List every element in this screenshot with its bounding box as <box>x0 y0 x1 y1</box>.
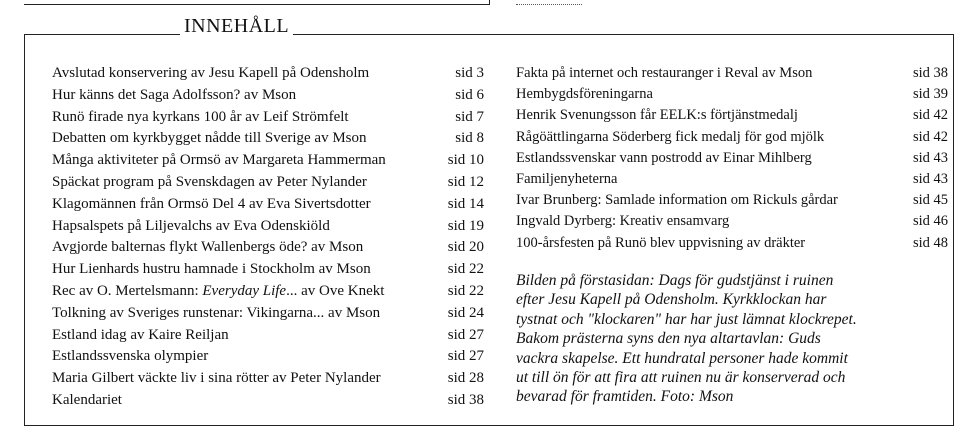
toc-entry <box>516 84 948 105</box>
toc-title: Debatten om kyrkbygget nådde till Sverige av Mson <box>52 130 367 147</box>
toc-title: Avgjorde balternas flykt Wallenbergs öde? av Mson <box>52 239 364 256</box>
toc-entry <box>52 259 484 281</box>
toc-entry <box>52 368 484 390</box>
toc-page: sid 42 <box>912 128 948 145</box>
contents-list-left <box>52 63 484 412</box>
caption-line: vackra skapelse. Ett hundratal personer hade kommit <box>516 349 848 367</box>
toc-page: sid 48 <box>912 234 948 251</box>
toc-page: sid 20 <box>447 239 484 256</box>
toc-entry <box>52 303 484 325</box>
top-border-corner <box>489 0 490 5</box>
toc-entry <box>52 128 484 150</box>
toc-title: Hembygdsföreningarna <box>516 86 653 103</box>
toc-page: sid 42 <box>912 107 948 124</box>
toc-title-post: ... av Ove Knekt <box>286 282 385 299</box>
cover-photo-caption <box>516 271 946 407</box>
toc-page: sid 3 <box>455 65 484 81</box>
toc-page: sid 7 <box>455 108 484 125</box>
caption-line: Bakom prästerna syns den nya altartavlan: Guds <box>516 330 821 348</box>
toc-entry <box>516 233 948 254</box>
toc-page: sid 46 <box>912 213 948 230</box>
toc-entry <box>52 346 484 368</box>
contents-list-right <box>516 63 948 254</box>
toc-entry <box>52 172 484 194</box>
toc-title: Fakta på internet och restauranger i Reval av Mson <box>516 65 813 81</box>
toc-entry <box>516 127 948 148</box>
toc-title: Familjenyheterna <box>516 170 618 187</box>
toc-title: Estland idag av Kaire Reiljan <box>52 326 229 343</box>
toc-title: Hur känns det Saga Adolfsson? av Mson <box>52 86 297 103</box>
toc-title: Tolkning av Sveriges runstenar: Vikingarna... av Mson <box>52 304 381 321</box>
toc-page: sid 45 <box>912 192 948 209</box>
top-border-rule <box>24 4 490 5</box>
toc-title: Runö firade nya kyrkans 100 år av Leif Strömfelt <box>52 108 349 125</box>
toc-title: Ivar Brunberg: Samlade information om Rickuls gårdar <box>516 192 838 209</box>
page-title <box>180 14 293 38</box>
toc-entry <box>52 325 484 347</box>
toc-entry <box>52 63 484 85</box>
heading-rule-left <box>24 34 184 35</box>
toc-page: sid 27 <box>447 326 484 343</box>
toc-page: sid 43 <box>912 170 948 187</box>
toc-entry <box>52 281 484 303</box>
caption-line: Bilden på förstasidan: Dags för gudstjänst i ruinen <box>516 272 834 289</box>
heading-rule-right <box>302 34 954 35</box>
toc-page: sid 39 <box>912 86 948 103</box>
toc-entry <box>516 211 948 232</box>
toc-entry <box>52 150 484 172</box>
toc-page: sid 14 <box>447 195 484 212</box>
top-dotted-rule <box>516 4 582 5</box>
toc-entry <box>52 194 484 216</box>
toc-title: Klagomännen från Ormsö Del 4 av Eva Sivertsdotter <box>52 195 371 212</box>
toc-title: Kalendariet <box>52 391 122 408</box>
toc-entry <box>52 390 484 412</box>
toc-entry <box>52 216 484 238</box>
toc-title: Maria Gilbert väckte liv i sina rötter av Peter Nylander <box>52 370 381 387</box>
toc-title: Estlandssvenska olympier <box>52 348 209 365</box>
toc-page: sid 38 <box>912 65 948 81</box>
toc-title: Henrik Svenungsson får EELK:s förtjänstmedalj <box>516 107 798 124</box>
toc-title: Avslutad konservering av Jesu Kapell på Odensholm <box>52 65 370 81</box>
toc-page: sid 24 <box>447 304 484 321</box>
caption-line: tystnat och "klockaren" har har just lämnat klockrepet. <box>516 310 857 328</box>
toc-entry <box>52 237 484 259</box>
toc-title: Ingvald Dyrberg: Kreativ ensamvarg <box>516 213 730 230</box>
toc-entry <box>516 148 948 169</box>
toc-entry <box>52 107 484 129</box>
toc-title: Späckat program på Svenskdagen av Peter Nylander <box>52 173 367 190</box>
toc-title <box>52 281 384 303</box>
toc-page: sid 12 <box>447 173 484 190</box>
toc-page: sid 10 <box>447 152 484 169</box>
toc-entry <box>52 85 484 107</box>
toc-page: sid 28 <box>447 370 484 387</box>
caption-line: ut till ön för att fira att ruinen nu är konserverad och <box>516 369 846 387</box>
toc-page: sid 19 <box>447 217 484 234</box>
toc-page: sid 6 <box>455 86 484 103</box>
toc-entry <box>516 190 948 211</box>
toc-title: Estlandssvenskar vann postrodd av Einar Mihlberg <box>516 149 812 166</box>
toc-title-pre: Rec av O. Mertelsmann: <box>52 282 203 299</box>
toc-page: sid 27 <box>447 348 484 365</box>
toc-page: sid 43 <box>912 149 948 166</box>
toc-page: sid 22 <box>447 261 484 278</box>
toc-title: Rågöättlingarna Söderberg fick medalj för god mjölk <box>516 128 825 145</box>
toc-title: Många aktiviteter på Ormsö av Margareta Hammerman <box>52 152 386 169</box>
toc-title: Hapsalspets på Liljevalchs av Eva Odenskiöld <box>52 217 330 234</box>
toc-entry <box>516 169 948 190</box>
toc-page: sid 8 <box>455 130 484 147</box>
toc-page: sid 22 <box>447 282 484 299</box>
toc-entry <box>516 63 948 84</box>
toc-title: 100-årsfesten på Runö blev uppvisning av dräkter <box>516 234 806 251</box>
toc-title-italic: Everyday Life <box>202 282 287 299</box>
toc-title: Hur Lienhards hustru hamnade i Stockholm av Mson <box>52 261 371 278</box>
caption-line: efter Jesu Kapell på Odensholm. Kyrkklockan har <box>516 291 827 309</box>
toc-entry <box>516 105 948 126</box>
heading-text: INNEHÅLL <box>184 15 290 37</box>
caption-line: bevarad för framtiden. Foto: Mson <box>516 388 734 406</box>
toc-page: sid 38 <box>447 391 484 408</box>
